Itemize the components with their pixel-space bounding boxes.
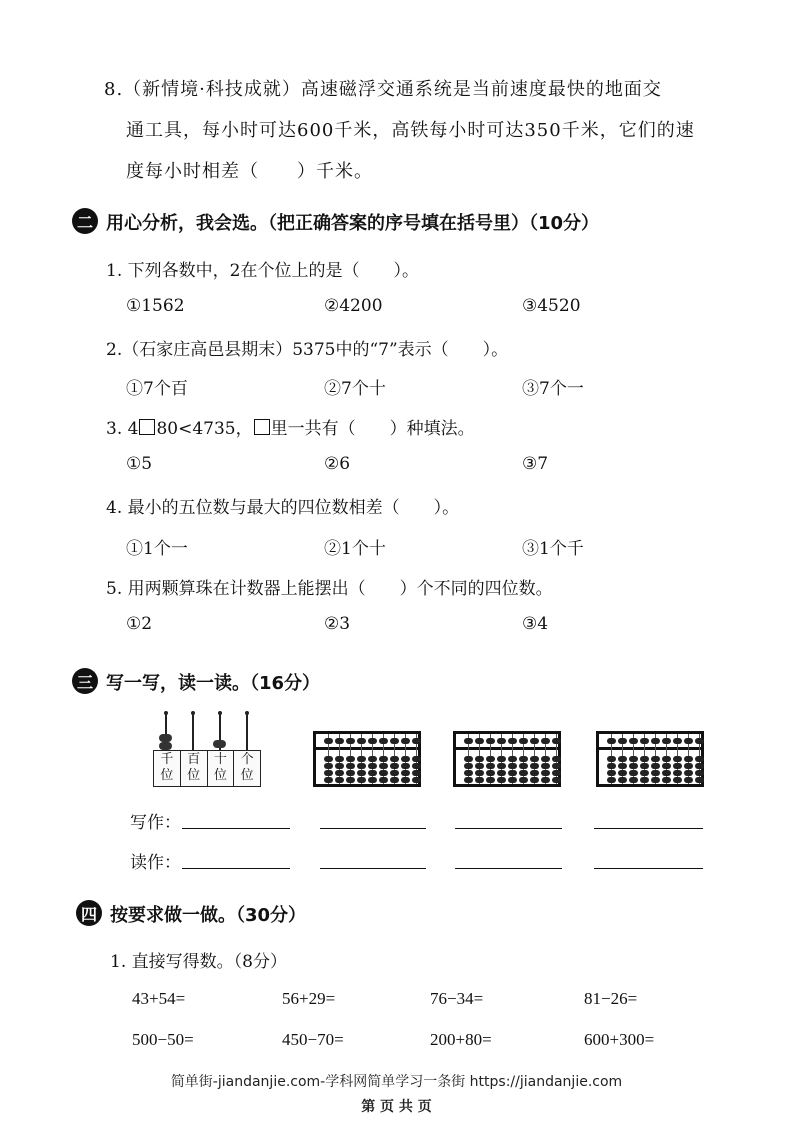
answer-line[interactable] [182, 828, 290, 829]
option-c: ③4 [522, 614, 549, 634]
place-value-table [153, 750, 261, 787]
abacus-bead [401, 777, 410, 783]
abacus-bead [629, 763, 638, 769]
abacus-bead [541, 777, 550, 783]
abacus-bead [346, 777, 355, 783]
question-3-part-c: 里一共有（ ）种填法。 [270, 419, 475, 439]
answer-line[interactable] [182, 868, 290, 869]
abacus-bead [412, 777, 421, 783]
abacus-bead [552, 763, 561, 769]
abacus-bead [541, 770, 550, 776]
abacus-bead [357, 763, 366, 769]
abacus-bead [335, 770, 344, 776]
abacus-bead [607, 777, 616, 783]
calc-item: 450−70= [282, 1030, 344, 1049]
abacus-bead [508, 738, 517, 744]
abacus-bead [508, 777, 517, 783]
abacus-bead [508, 756, 517, 762]
abacus-bead [464, 738, 473, 744]
abacus-bead [324, 763, 333, 769]
abacus-bead [651, 738, 660, 744]
abacus-bead [497, 777, 506, 783]
abacus-bead [673, 756, 682, 762]
option-b: ②1个十 [324, 539, 386, 559]
abacus-bead [673, 738, 682, 744]
abacus-bead [464, 770, 473, 776]
abacus-bead [335, 763, 344, 769]
abacus-bead [497, 763, 506, 769]
abacus-bead [519, 777, 528, 783]
abacus-bead [412, 770, 421, 776]
abacus-bead [530, 738, 539, 744]
abacus-bead [651, 770, 660, 776]
abacus-bead [324, 777, 333, 783]
abacus-bead [629, 777, 638, 783]
abacus-bead [607, 763, 616, 769]
abacus-bead [530, 770, 539, 776]
q8-line3: 度每小时相差（ ）千米。 [126, 161, 373, 182]
answer-line[interactable] [594, 868, 703, 869]
abacus-bead [379, 770, 388, 776]
abacus-bead [497, 756, 506, 762]
place-tens-label: 十 位 [208, 751, 235, 786]
abacus-bead [324, 738, 333, 744]
abacus-bead [651, 777, 660, 783]
section-badge: 四 [76, 900, 102, 926]
abacus-beam [316, 747, 418, 750]
abacus-bead [357, 738, 366, 744]
calc-item: 81−26= [584, 989, 638, 1008]
abacus-bead [695, 770, 704, 776]
rod [192, 713, 194, 751]
abacus-bead [412, 756, 421, 762]
abacus-bead [662, 770, 671, 776]
abacus-beam [456, 747, 558, 750]
question-3-part-b: 80<4735， [156, 419, 253, 439]
abacus-bead [324, 770, 333, 776]
abacus-bead [673, 770, 682, 776]
abacus-bead [497, 738, 506, 744]
abacus-bead [541, 738, 550, 744]
abacus-bead [357, 756, 366, 762]
abacus-bead [401, 770, 410, 776]
abacus-bead [618, 777, 627, 783]
calc-item: 600+300= [584, 1030, 655, 1049]
section-title: 用心分析，我会选。（把正确答案的序号填在括号里）（10分） [106, 213, 600, 234]
option-a: ①1562 [126, 296, 185, 316]
abacus-figure [596, 731, 704, 787]
abacus-bead [552, 738, 561, 744]
abacus-bead [486, 770, 495, 776]
abacus-bead [464, 777, 473, 783]
abacus-bead [519, 770, 528, 776]
abacus-bead [695, 763, 704, 769]
place-hundreds-label: 百 位 [181, 751, 208, 786]
question-2: 2.（石家庄高邑县期末）5375中的“7”表示（ ）。 [106, 340, 509, 360]
abacus-bead [673, 777, 682, 783]
abacus-bead [475, 770, 484, 776]
write-label: 写作： [130, 813, 181, 833]
abacus-bead [390, 738, 399, 744]
answer-line[interactable] [594, 828, 703, 829]
read-label: 读作： [130, 853, 181, 873]
abacus-bead [673, 763, 682, 769]
abacus-bead [651, 756, 660, 762]
answer-line[interactable] [320, 868, 426, 869]
abacus-bead [695, 738, 704, 744]
question-1: 1. 下列各数中，2在个位上的是（ ）。 [106, 261, 419, 281]
section-badge: 二 [72, 208, 98, 234]
abacus-bead [379, 738, 388, 744]
calc-item: 200+80= [430, 1030, 492, 1049]
abacus-bead [629, 770, 638, 776]
abacus-bead [618, 756, 627, 762]
blank-box-icon [139, 419, 155, 435]
calc-item: 56+29= [282, 989, 336, 1008]
option-a: ①1个一 [126, 539, 188, 559]
abacus-bead [695, 777, 704, 783]
answer-line[interactable] [455, 828, 562, 829]
abacus-bead [541, 756, 550, 762]
abacus-bead [346, 763, 355, 769]
abacus-bead [346, 770, 355, 776]
abacus-bead [486, 756, 495, 762]
abacus-bead [368, 777, 377, 783]
abacus-bead [684, 763, 693, 769]
calc-item: 43+54= [132, 989, 186, 1008]
abacus-bead [390, 777, 399, 783]
abacus-bead [519, 738, 528, 744]
calc-item: 500−50= [132, 1030, 194, 1049]
question-5: 5. 用两颗算珠在计数器上能摆出（ ）个不同的四位数。 [106, 579, 553, 599]
abacus-bead [552, 770, 561, 776]
abacus-bead [629, 738, 638, 744]
question-3 [106, 414, 475, 439]
abacus-bead [618, 763, 627, 769]
abacus-bead [464, 756, 473, 762]
abacus-bead [401, 763, 410, 769]
abacus-bead [357, 770, 366, 776]
abacus-bead [486, 738, 495, 744]
abacus-bead [684, 756, 693, 762]
abacus-bead [346, 756, 355, 762]
abacus-bead [552, 777, 561, 783]
question-4: 4. 最小的五位数与最大的四位数相差（ ）。 [106, 498, 460, 518]
abacus-bead [335, 756, 344, 762]
section-title: 写一写，读一读。（16分） [106, 673, 321, 694]
abacus-bead [497, 770, 506, 776]
abacus-bead [662, 738, 671, 744]
abacus-bead [519, 756, 528, 762]
q8-line1: 8.（新情境·科技成就）高速磁浮交通系统是当前速度最快的地面交 [104, 79, 662, 100]
option-b: ②4200 [324, 296, 383, 316]
subquestion-1: 1. 直接写得数。（8分） [110, 952, 287, 972]
bead [213, 740, 226, 748]
answer-line[interactable] [320, 828, 426, 829]
option-b: ②6 [324, 454, 351, 474]
abacus-bead [368, 738, 377, 744]
abacus-bead [390, 756, 399, 762]
option-c: ③7个一 [522, 379, 584, 399]
abacus-bead [519, 763, 528, 769]
section-badge: 三 [72, 668, 98, 694]
abacus-bead [335, 738, 344, 744]
abacus-bead [618, 738, 627, 744]
abacus-bead [640, 738, 649, 744]
option-c: ③1个千 [522, 539, 584, 559]
question-3-part-a: 3. 4 [106, 419, 139, 439]
abacus-bead [412, 763, 421, 769]
abacus-bead [324, 756, 333, 762]
abacus-bead [629, 756, 638, 762]
abacus-bead [640, 763, 649, 769]
option-a: ①5 [126, 454, 153, 474]
bead [159, 742, 172, 750]
abacus-bead [607, 738, 616, 744]
option-a: ①2 [126, 614, 153, 634]
abacus-bead [640, 777, 649, 783]
place-ones-label: 个 位 [240, 752, 254, 783]
abacus-bead [335, 777, 344, 783]
abacus-bead [662, 756, 671, 762]
blank-box-icon [254, 419, 270, 435]
abacus-bead [475, 738, 484, 744]
abacus-bead [552, 756, 561, 762]
abacus-bead [662, 763, 671, 769]
abacus-bead [684, 770, 693, 776]
abacus-bead [651, 763, 660, 769]
abacus-bead [401, 756, 410, 762]
abacus-bead [379, 756, 388, 762]
rod [246, 713, 248, 751]
abacus-bead [695, 756, 704, 762]
abacus-bead [390, 770, 399, 776]
abacus-bead [357, 777, 366, 783]
option-c: ③7 [522, 454, 549, 474]
abacus-bead [607, 770, 616, 776]
answer-line[interactable] [455, 868, 562, 869]
option-b: ②3 [324, 614, 351, 634]
abacus-bead [508, 763, 517, 769]
abacus-bead [379, 777, 388, 783]
option-a: ①7个百 [126, 379, 188, 399]
abacus-bead [486, 777, 495, 783]
abacus-bead [640, 756, 649, 762]
footer-page-number: 第 页 共 页 [361, 1099, 432, 1115]
abacus-bead [401, 738, 410, 744]
abacus-bead [390, 763, 399, 769]
option-c: ③4520 [522, 296, 581, 316]
abacus-bead [684, 777, 693, 783]
q8-line2: 通工具，每小时可达600千米，高铁每小时可达350千米，它们的速 [126, 120, 695, 141]
abacus-bead [346, 738, 355, 744]
abacus-bead [662, 777, 671, 783]
abacus-bead [379, 763, 388, 769]
abacus-bead [486, 763, 495, 769]
abacus-bead [684, 738, 693, 744]
abacus-figure [453, 731, 561, 787]
place-thousands-label: 千 位 [154, 751, 181, 786]
abacus-bead [368, 756, 377, 762]
abacus-bead [618, 770, 627, 776]
abacus-bead [475, 756, 484, 762]
abacus-bead [475, 763, 484, 769]
footer-watermark: 简单街-jiandanjie.com-学科网简单学习一条街 https://jiandanjie.com [170, 1074, 623, 1090]
calc-item: 76−34= [430, 989, 484, 1008]
abacus-bead [607, 756, 616, 762]
bead [159, 734, 172, 742]
abacus-figure [313, 731, 421, 787]
place-value-counter [153, 713, 261, 787]
abacus-bead [412, 738, 421, 744]
abacus-beam [599, 747, 701, 750]
abacus-bead [541, 763, 550, 769]
abacus-bead [530, 763, 539, 769]
abacus-bead [475, 777, 484, 783]
section-title: 按要求做一做。（30分） [110, 905, 307, 926]
abacus-bead [530, 756, 539, 762]
abacus-bead [640, 770, 649, 776]
abacus-bead [464, 763, 473, 769]
abacus-bead [530, 777, 539, 783]
abacus-bead [508, 770, 517, 776]
abacus-bead [368, 763, 377, 769]
option-b: ②7个十 [324, 379, 386, 399]
abacus-bead [368, 770, 377, 776]
